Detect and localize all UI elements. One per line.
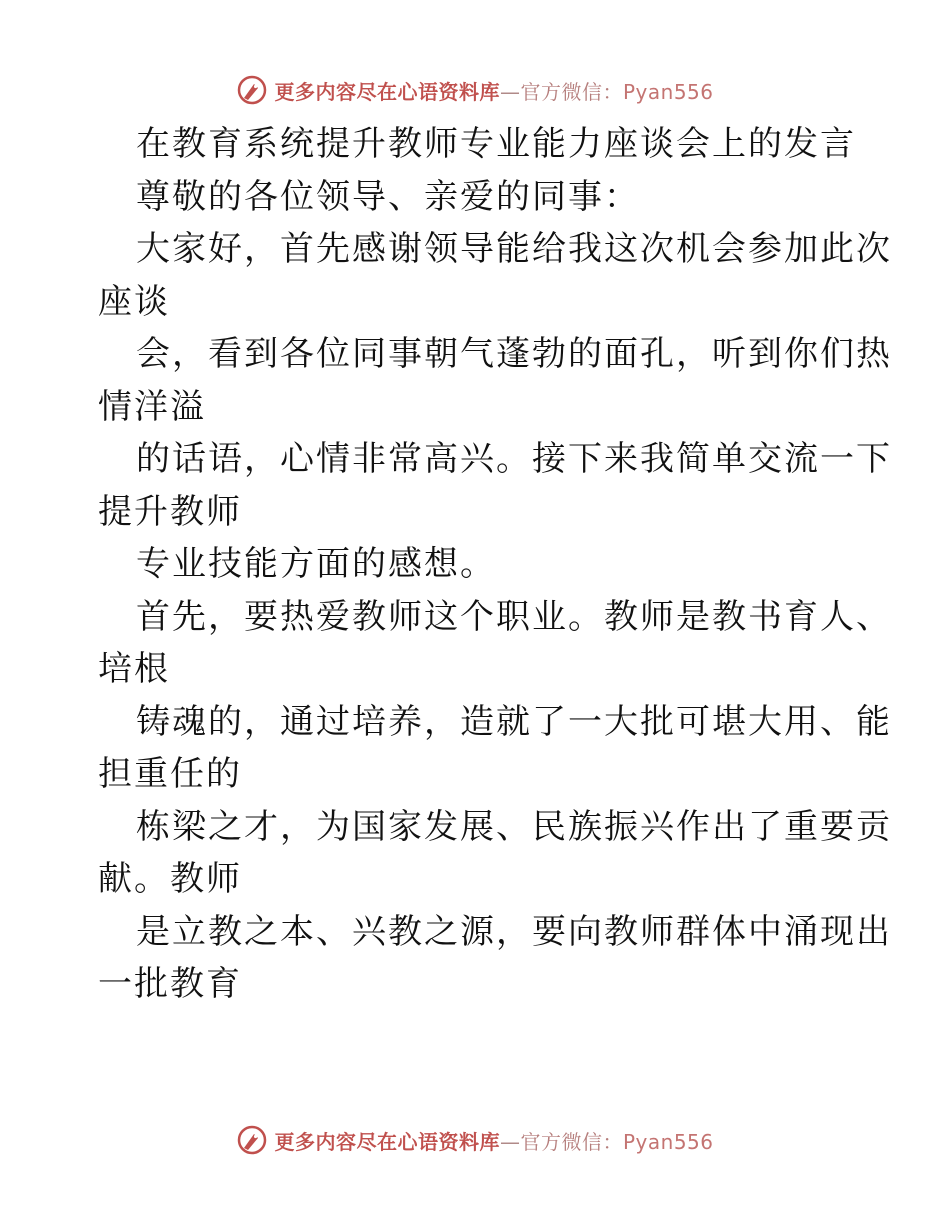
- banner-wechat-id: Pyan556: [622, 1129, 714, 1154]
- paragraph-line: 情洋溢: [98, 386, 206, 427]
- paragraph-line: 是立教之本、兴教之源，要向教师群体中涌现出: [136, 911, 892, 952]
- banner-dash: —: [499, 79, 521, 104]
- paragraph-line: 座谈: [98, 281, 170, 322]
- banner-text: [274, 76, 713, 105]
- pen-nib-logo-icon: [236, 74, 268, 106]
- paragraph-line: 会，看到各位同事朝气蓬勃的面孔，听到你们热: [136, 334, 892, 374]
- paragraph-line: 担重任的: [98, 754, 242, 794]
- paragraph-line: 提升教师: [98, 491, 242, 532]
- paragraph-line: 的话语，心情非常高兴。接下来我简单交流一下: [136, 439, 892, 479]
- salutation: 尊敬的各位领导、亲爱的同事：: [136, 176, 640, 217]
- document-title: 在教育系统提升教师专业能力座谈会上的发言: [136, 124, 856, 164]
- banner-wechat-label: 官方微信：: [520, 1129, 623, 1154]
- paragraph-line: 栋梁之才，为国家发展、民族振兴作出了重要贡: [136, 806, 892, 847]
- paragraph-line: 大家好，首先感谢领导能给我这次机会参加此次: [136, 229, 892, 269]
- paragraph-line: 首先，要热爱教师这个职业。教师是教书育人、: [136, 596, 892, 637]
- banner-main-text: 更多内容尽在心语资料库: [274, 1129, 500, 1154]
- banner-dash: —: [499, 1129, 521, 1154]
- paragraph-line: 专业技能方面的感想。: [136, 544, 496, 584]
- pen-nib-logo-icon: [236, 1124, 268, 1156]
- banner-wechat-label: 官方微信：: [520, 79, 623, 104]
- banner-text: [274, 1126, 713, 1155]
- banner-wechat-id: Pyan556: [622, 79, 714, 104]
- banner-main-text: 更多内容尽在心语资料库: [274, 79, 500, 104]
- footer-banner: [0, 1120, 950, 1160]
- paragraph-line: 一批教育: [98, 964, 242, 1004]
- paragraph-line: 培根: [98, 649, 170, 689]
- document-body: [98, 118, 892, 1011]
- paragraph-line: 铸魂的，通过培养，造就了一大批可堪大用、能: [136, 701, 892, 742]
- paragraph-line: 献。教师: [98, 859, 242, 899]
- header-banner: [0, 70, 950, 110]
